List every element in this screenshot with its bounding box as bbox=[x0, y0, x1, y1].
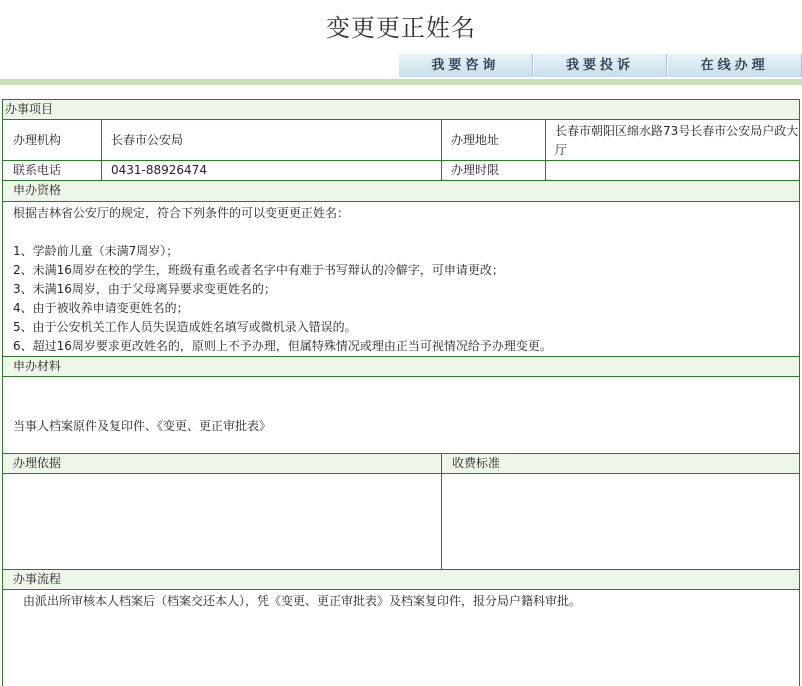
address-label: 办理地址 bbox=[451, 133, 500, 147]
materials-text: 当事人档案原件及复印件、《变更、更正审批表》 bbox=[13, 419, 272, 433]
address-value: 长春市朝阳区绵水路73号长春市公安局户政大厅 bbox=[555, 124, 799, 157]
tab-online-handle[interactable]: 在线办理 bbox=[667, 54, 802, 77]
org-value: 长春市公安局 bbox=[111, 133, 184, 147]
eligibility-item-1: 1、学龄前儿童（未满7周岁）； bbox=[13, 244, 179, 258]
section-header-fee: 收费标准 bbox=[442, 454, 799, 474]
eligibility-intro: 根据吉林省公安厅的规定，符合下列条件的可以变更更正姓名： bbox=[13, 206, 350, 220]
time-limit-value bbox=[545, 161, 799, 180]
time-limit-label: 办理时限 bbox=[451, 163, 500, 177]
eligibility-item-4: 4、由于被收养申请变更姓名的； bbox=[13, 301, 189, 315]
process-text: 由派出所审核本人档案后（档案交还本人），凭《变更、更正审批表》及档案复印件，报分局户籍科审批。 bbox=[23, 594, 582, 608]
phone-label: 联系电话 bbox=[13, 163, 62, 177]
top-tabs bbox=[398, 54, 802, 77]
section-header-basis: 办理依据 bbox=[3, 454, 441, 474]
basis-content bbox=[13, 477, 433, 565]
section-header-materials: 申办材料 bbox=[3, 357, 799, 377]
fee-content bbox=[451, 477, 791, 565]
header-divider bbox=[0, 79, 802, 85]
phone-value: 0431-88926474 bbox=[111, 163, 207, 177]
eligibility-item-3: 3、未满16周岁，由于父母离异要求变更姓名的； bbox=[13, 282, 276, 296]
org-label: 办理机构 bbox=[13, 133, 62, 147]
page-title: 变更更正姓名 bbox=[326, 14, 476, 42]
eligibility-item-2: 2、未满16周岁在校的学生，班级有重名或者名字中有难于书写辩认的冷僻字，可申请更改； bbox=[13, 263, 504, 277]
tab-consult[interactable]: 我要咨询 bbox=[398, 54, 533, 77]
section-header-eligibility: 申办资格 bbox=[3, 181, 799, 202]
service-info-table bbox=[2, 99, 800, 686]
tab-complaint[interactable]: 我要投诉 bbox=[533, 54, 668, 77]
eligibility-item-5: 5、由于公安机关工作人员失误造成姓名填写或微机录入错误的。 bbox=[13, 320, 357, 334]
section-header-project: 办事项目 bbox=[3, 100, 799, 120]
eligibility-item-6: 6、超过16周岁要求更改姓名的，原则上不予办理，但属特殊情况或理由正当可视情况给予办理变更。 bbox=[13, 339, 552, 353]
section-header-process: 办事流程 bbox=[3, 570, 799, 590]
